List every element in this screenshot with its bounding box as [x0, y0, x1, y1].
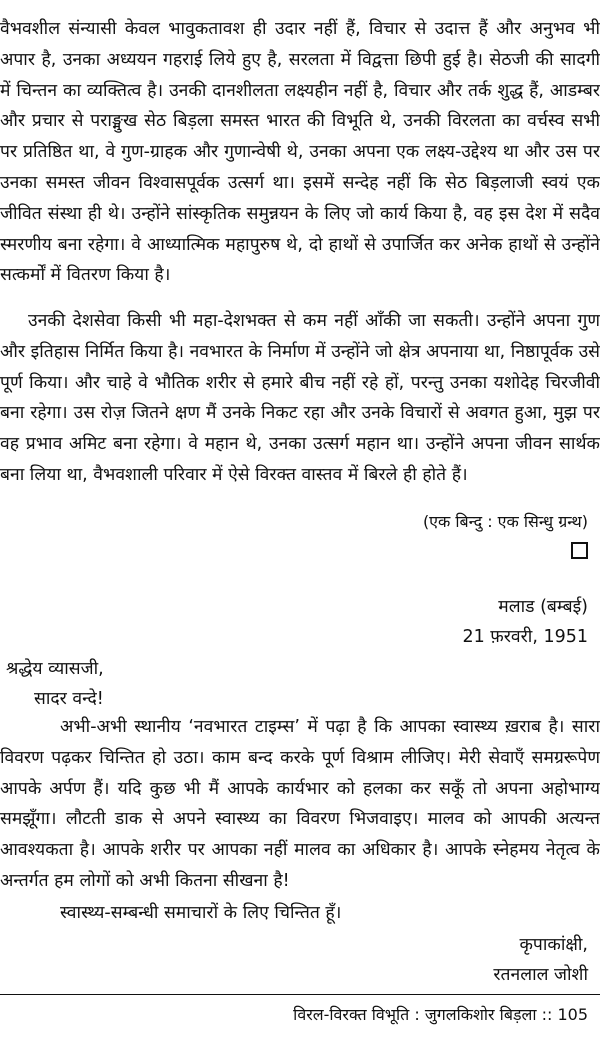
paragraph-1: वैभवशील संन्यासी केवल भावुकतावश ही उदार नहीं हैं, विचार से उदात्त हैं और अनुभव भी अपार है, उनका अध्ययन गहराई लिये हुए है, सरलता में विद्वत्ता छिपी हुई है। सेठजी की सादगी में चिन्तन का व्यक्तित्व है। उनकी दानशीलता लक्ष्यहीन नहीं है, विचार और तर्क शुद्ध हैं, आडम्बर और प्रचार से पराङ्मुख सेठ बिड़ला समस्त भारत की विभूति थे, उनकी विरलता का वर्चस्व सभी पर प्रतिष्ठित था, वे गुण-ग्राहक और गुणान्वेषी थे, उनका अपना एक लक्ष्य-उद्देश्य था और उस पर उनका समस्त जीवन विश्वासपूर्वक उत्सर्ग था। इसमें सन्देह नहीं कि सेठ बिड़लाजी स्वयं एक जीवित संस्था ही थे। उन्होंने सांस्कृतिक समुन्नयन के लिए जो कार्य किया है, वह इस देश में सदैव स्मरणीय बना रहेगा। वे आध्यात्मिक महापुरुष थे, दो हाथों से उपार्जित कर अनेक हाथों से उन्होंने सत्कर्मों में वितरण किया है।	[0, 19, 600, 286]
letter-body: अभी-अभी स्थानीय ‘नवभारत टाइम्स’ में पढ़ा है कि आपका स्वास्थ्य ख़राब है। सारा विवरण पढ़कर चिन्तित हो उठा। काम बन्द करके पूर्ण विश्राम लीजिए। मेरी सेवाएँ समग्ररूपेण आपके अर्पण हैं। यदि कुछ भी मैं आपके कार्यभार को हलका कर सकूँ तो अपना अहोभाग्य समझूँगा। लौटती डाक से अपने स्वास्थ्य का विवरण भिजवाइए। मालव को आपकी अत्यन्त आवश्यकता है। आपके शरीर पर आपका नहीं मालव का अधिकार है। आपके स्नेहमय नेतृत्व के अन्तर्गत हम लोगों को अभी कितना सीखना है!	[0, 717, 600, 891]
end-square-icon	[571, 542, 588, 559]
footer-rule	[0, 994, 600, 995]
letter-place: मलाड (बम्बई)	[498, 597, 588, 617]
letter-greeting: सादर वन्दे!	[34, 689, 104, 709]
paragraph-2: उनकी देशसेवा किसी भी महा-देशभक्त से कम नहीं आँकी जा सकती। उन्होंने अपना गुण और इतिहास निर्मित किया है। नवभारत के निर्माण में उन्होंने जो क्षेत्र अपनाया था, निष्ठापूर्वक उसे पूर्ण किया। और चाहे वे भौतिक शरीर से हमारे बीच नहीं रहे हों, परन्तु उनका यशोदेह चिरजीवी बना रहेगा। उस रोज़ जितने क्षण मैं उनके निकट रहा और उनके विचारों से अवगत हुआ, मुझ पर वह प्रभाव अमिट बना रहेगा। वे महान थे, उनका उत्सर्ग महान था। उन्होंने अपना जीवन सार्थक बना लिया था, वैभवशाली परिवार में ऐसे विरक्त वास्तव में बिरले ही होते हैं।	[0, 311, 600, 485]
letter-signature: रतनलाल जोशी	[493, 965, 588, 985]
page-footer: विरल-विरक्त विभूति : जुगलकिशोर बिड़ला :: 105	[293, 1005, 588, 1024]
letter-closing: कृपाकांक्षी,	[519, 935, 588, 955]
letter-salutation: श्रद्धेय व्यासजी,	[6, 659, 104, 679]
letter-body-2: स्वास्थ्य-सम्बन्धी समाचारों के लिए चिन्तित हूँ।	[60, 903, 342, 923]
letter-date: 21 फ़रवरी, 1951	[462, 627, 588, 647]
source-citation: (एक बिन्दु : एक सिन्धु ग्रन्थ)	[422, 512, 588, 531]
